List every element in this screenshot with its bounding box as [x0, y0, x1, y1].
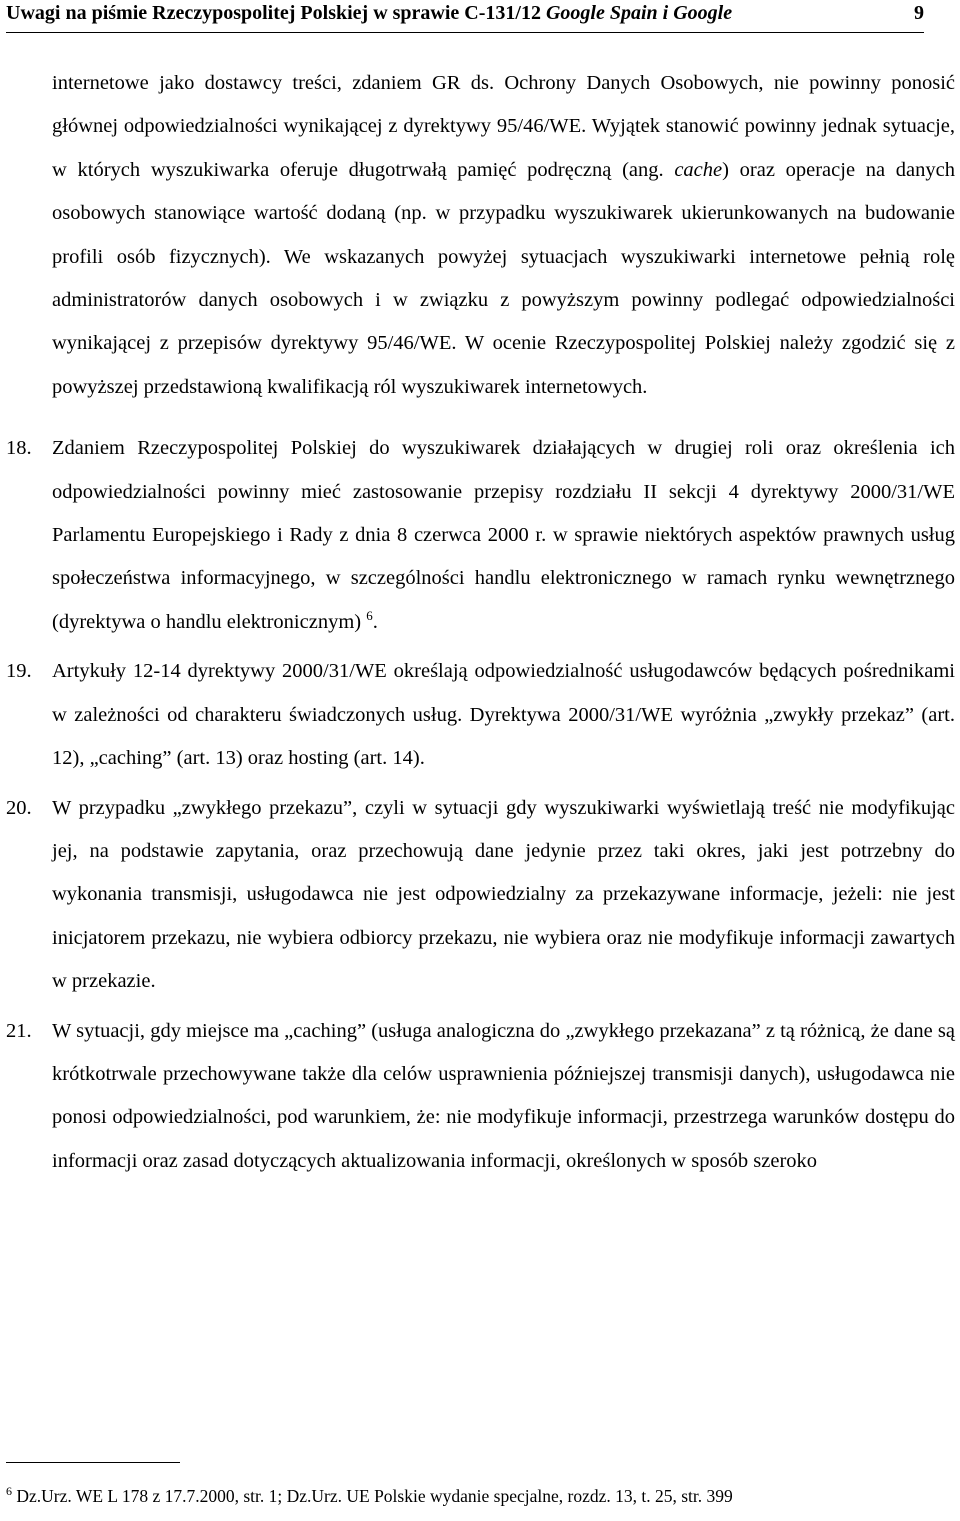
paragraph-20-text: W przypadku „zwykłego przekazu”, czyli w sytuacji gdy wyszukiwarki wyświetlają treść nie modyfikując jej, na podstawie zapytania, oraz przechowują dane jedynie przez taki okres, jaki jest potrzebny do wykonania transmisji, usługodawca nie jest odpowiedzialny za przekazywane informacje, jeżeli: nie jest inicjatorem przekazu, nie wybiera odbiorcy przekazu, nie wybiera oraz nie modyfikuje informacji zawartych w przekazie.	[52, 796, 955, 993]
continuation-paragraph	[52, 62, 955, 409]
footnote-separator	[6, 1462, 180, 1463]
running-title	[6, 2, 732, 25]
paragraph-21	[0, 1010, 960, 1184]
continuation-text-1: internetowe jako dostawcy treści, zdaniem GR ds. Ochrony Danych Osobowych, nie powinny ponosić głównej odpowiedzialności wynikającej z dyrektywy 95/46/WE. Wyjątek stanowić powinny jednak sytuacje, w których wyszukiwarka oferuje długotrwałą pamięć podręczną (ang.	[52, 72, 955, 181]
footnote-text: Dz.Urz. WE L 178 z 17.7.2000, str. 1; Dz.Urz. UE Polskie wydanie specjalne, rozdz. 13, t. 25, str. 399	[12, 1486, 733, 1506]
continuation-italic-term: cache	[674, 158, 723, 181]
footnote-mark: 6	[6, 1484, 12, 1499]
paragraph-text	[52, 427, 955, 644]
paragraph-18	[0, 427, 960, 644]
paragraph-21-text: W sytuacji, gdy miejsce ma „caching” (usługa analogiczna do „zwykłego przekazana” z tą różnicą, że dane są krótkotrwale przechowywane także dla celów usprawnienia późniejszej transmisji danych), usługodawca nie ponosi odpowiedzialności, pod warunkiem, że: nie modyfikuje informacji, przestrzega warunków dostępu do informacji oraz zasad dotyczących aktualizowania informacji, określonych w sposób szeroko	[52, 1019, 955, 1172]
running-title-case-name: Google Spain i Google	[545, 2, 733, 24]
running-title-text: Uwagi na piśmie Rzeczypospolitej Polskiej w sprawie C-131/12	[6, 2, 546, 24]
page-body	[0, 62, 960, 1183]
paragraph-number: 19.	[6, 660, 32, 683]
paragraph-20	[0, 787, 960, 1004]
footnote-reference[interactable]: 6	[366, 608, 373, 624]
page-header	[6, 0, 924, 33]
paragraph-number: 20.	[6, 796, 32, 819]
paragraph-19	[0, 650, 960, 780]
page-number: 9	[914, 2, 924, 24]
paragraph-19-text: Artykuły 12-14 dyrektywy 2000/31/WE określają odpowiedzialność usługodawców będących pośrednikami w zależności od charakteru świadczonych usług. Dyrektywa 2000/31/WE wyróżnia „zwykły przekaz” (art. 12), „caching” (art. 13) oraz hosting (art. 14).	[52, 660, 955, 770]
paragraph-18-end: .	[372, 610, 378, 633]
paragraph-number: 21.	[6, 1019, 32, 1042]
continuation-text-2: ) oraz operacje na danych osobowych stanowiące wartość dodaną (np. w przypadku wyszukiwarek ukierunkowanych na budowanie profili osób fizycznych). We wskazanych powyżej sytuacjach wyszukiwarki internetowe pełnią rolę administratorów danych osobowych i w związku z powyższym powinny podlegać odpowiedzialności wynikającej z przepisów dyrektywy 95/46/WE. W ocenie Rzeczypospolitej Polskiej należy zgodzić się z powyższej przedstawioną kwalifikacją ról wyszukiwarek internetowych.	[52, 158, 955, 398]
footnote	[6, 1486, 733, 1507]
paragraph-18-text: Zdaniem Rzeczypospolitej Polskiej do wyszukiwarek działających w drugiej roli oraz określenia ich odpowiedzialności powinny mieć zastosowanie przepisy rozdziału II sekcji 4 dyrektywy 2000/31/WE Parlamentu Europejskiego i Rady z dnia 8 czerwca 2000 r. w sprawie niektórych aspektów prawnych usług społeczeństwa informacyjnego, w szczególności handlu elektronicznego w ramach rynku wewnętrznego (dyrektywa o handlu elektronicznym)	[52, 437, 955, 633]
paragraph-number: 18.	[6, 437, 32, 460]
